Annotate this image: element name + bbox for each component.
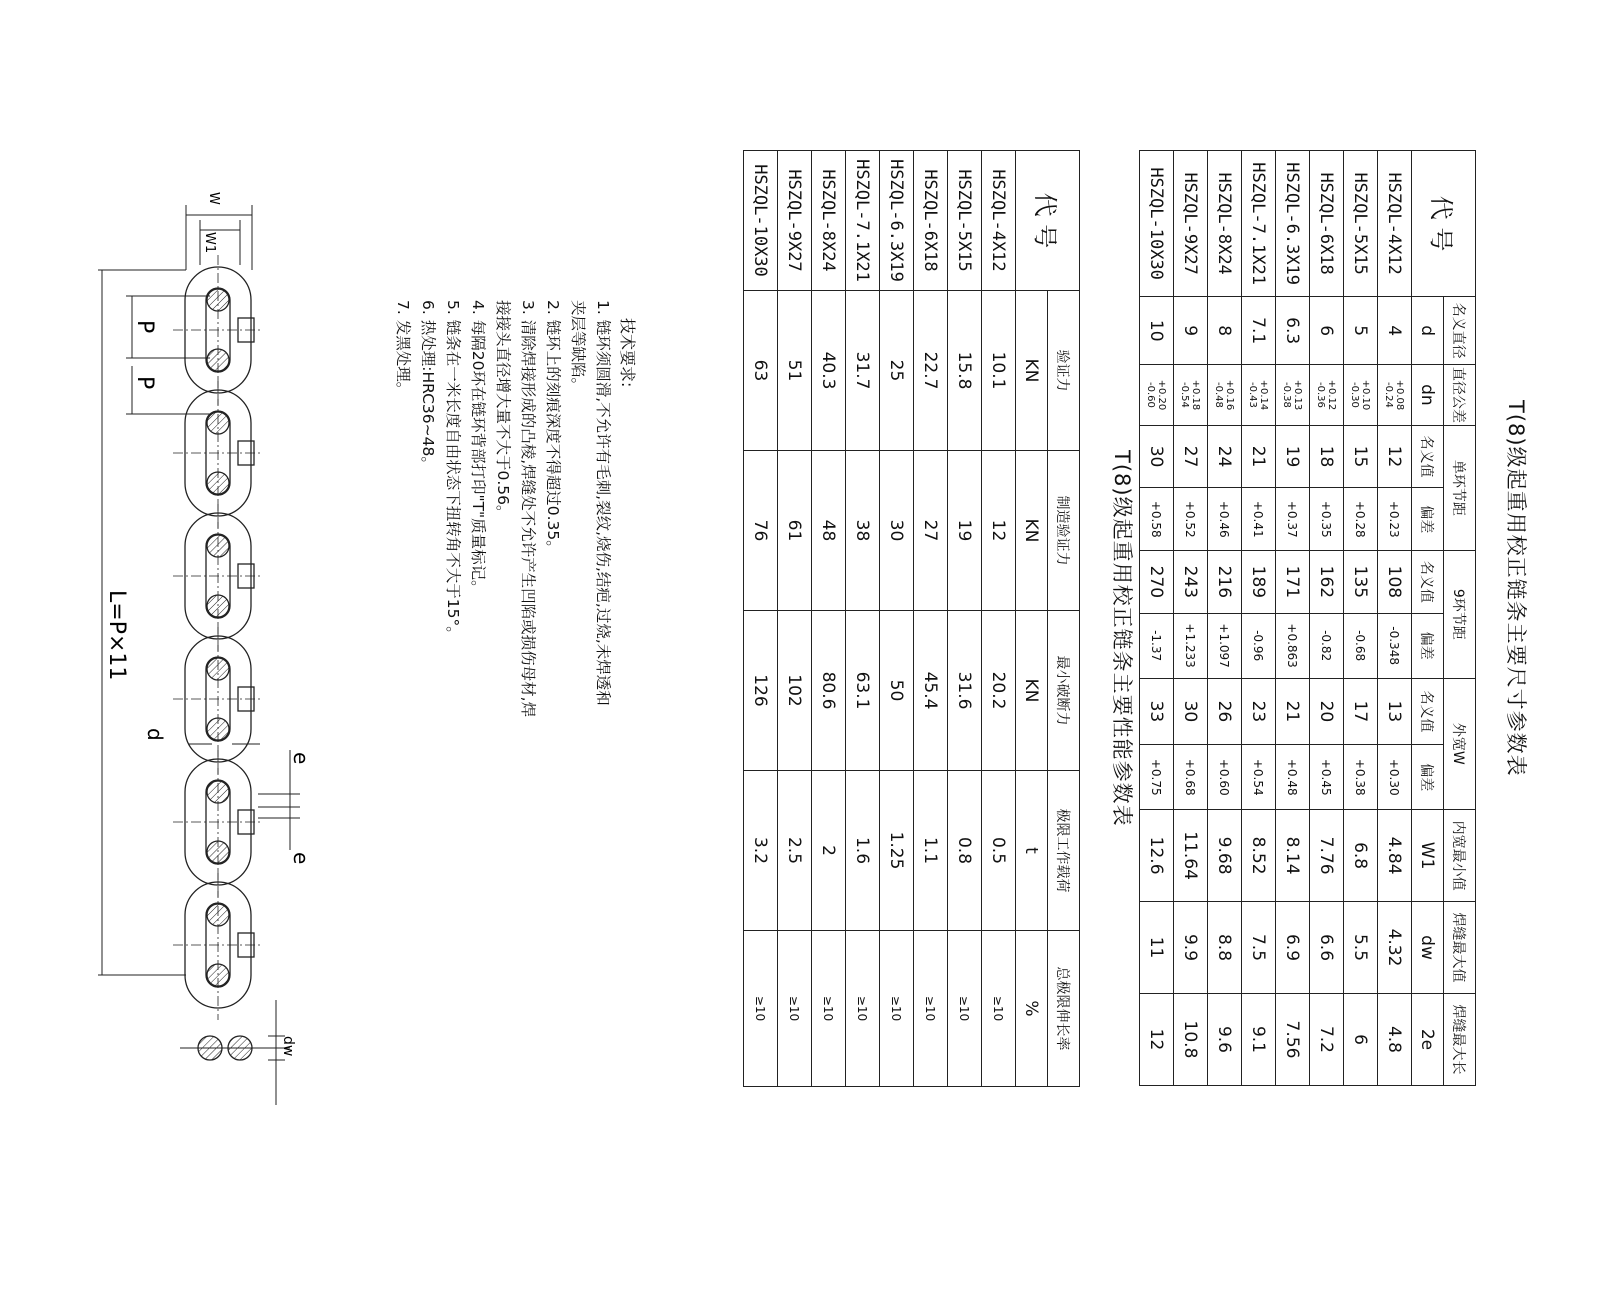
header-inner-width-min: 内宽最小值 (1444, 810, 1476, 902)
working-load-limit-cell: 2 (812, 771, 846, 931)
unit-t: t (1016, 771, 1048, 931)
total-elongation-cell: ≥10 (812, 931, 846, 1087)
unit-kn: KN (1016, 611, 1048, 771)
tech-lines (390, 300, 615, 717)
subheader-nominal: 名义值 (1412, 425, 1444, 488)
tol-lower: -0.38 (1281, 381, 1293, 408)
nominal-dia-cell: 6 (1310, 297, 1344, 365)
tech-line: 6. 热处理:HRC36~48。 (419, 300, 437, 472)
symbol-2e: 2e (1412, 993, 1444, 1085)
weld-len-max-cell: 7.2 (1310, 993, 1344, 1085)
nine-pitch-deviation-cell: -1.37 (1140, 613, 1174, 678)
header-nine-pitch: 9环节距 (1444, 551, 1476, 678)
label-d: d (143, 728, 167, 741)
nine-pitch-nominal-cell: 216 (1208, 551, 1242, 614)
nine-pitch-deviation-cell: -0.82 (1310, 613, 1344, 678)
outer-width-nominal-cell: 26 (1208, 678, 1242, 745)
working-load-limit-cell: 0.8 (948, 771, 982, 931)
tech-line: 1. 链环须圆滑,不允许有毛刺,裂纹,烧伤,结疤,过烧,未焊透和 (594, 300, 612, 706)
model-code-cell: HSZQL-10X30 (744, 151, 778, 291)
table-row (1208, 151, 1242, 1086)
model-code-cell: HSZQL-5X15 (1344, 151, 1378, 297)
mfg-proof-force-cell: 19 (948, 451, 982, 611)
working-load-limit-cell: 3.2 (744, 771, 778, 931)
label-dw: dw (280, 1036, 296, 1057)
performance-table-title: T(8)级起重用校正链条主要性能参数表 (1110, 450, 1134, 827)
dimension-table-title: T(8)级起重用校正链条主要尺寸参数表 (1504, 400, 1528, 777)
symbol-dn: dn (1412, 365, 1444, 426)
header-dia-tol: 直径公差 (1444, 365, 1476, 426)
pitch-nominal-cell: 19 (1276, 425, 1310, 488)
header-proof: 验证力 (1048, 291, 1080, 451)
mfg-proof-force-cell: 61 (778, 451, 812, 611)
table-row (1140, 151, 1174, 1086)
subheader-deviation: 偏差 (1412, 488, 1444, 551)
pitch-nominal-cell: 15 (1344, 425, 1378, 488)
nine-pitch-deviation-cell: -0.96 (1242, 613, 1276, 678)
total-elongation-cell: ≥10 (846, 931, 880, 1087)
table-row (1276, 151, 1310, 1086)
model-code-cell: HSZQL-6.3X19 (880, 151, 914, 291)
header-weld-dia-max: 焊缝最大值 (1444, 902, 1476, 994)
weld-dia-max-cell: 4.32 (1378, 902, 1412, 994)
inner-width-min-cell: 8.52 (1242, 810, 1276, 902)
tol-lower: -0.30 (1349, 381, 1361, 408)
weld-len-max-cell: 10.8 (1174, 993, 1208, 1085)
tol-upper: +0.12 (1326, 379, 1338, 411)
table-row (1310, 151, 1344, 1086)
table-row (948, 151, 982, 1087)
working-load-limit-cell: 1.1 (914, 771, 948, 931)
pitch-nominal-cell: 24 (1208, 425, 1242, 488)
nine-pitch-nominal-cell: 171 (1276, 551, 1310, 614)
inner-width-min-cell: 7.76 (1310, 810, 1344, 902)
tech-line: 4. 每隔20环在链环背部打印"T"质量标记。 (469, 300, 487, 596)
total-elongation-cell: ≥10 (744, 931, 778, 1087)
dia-tolerance-cell (1140, 365, 1174, 426)
table-row (1242, 151, 1276, 1086)
weld-len-max-cell: 6 (1344, 993, 1378, 1085)
mfg-proof-force-cell: 12 (982, 451, 1016, 611)
label-length: L=P×11 (104, 590, 129, 681)
outer-width-deviation-cell: +0.38 (1344, 745, 1378, 810)
min-break-force-cell: 126 (744, 611, 778, 771)
min-break-force-cell: 31.6 (948, 611, 982, 771)
dia-tolerance-cell (1174, 365, 1208, 426)
tech-requirements (380, 300, 640, 720)
nine-pitch-nominal-cell: 108 (1378, 551, 1412, 614)
outer-width-nominal-cell: 21 (1276, 678, 1310, 745)
table-row (778, 151, 812, 1087)
weld-len-max-cell: 7.56 (1276, 993, 1310, 1085)
tech-line: 3. 清除焊接形成的凸棱,焊缝处不允许产生凹陷或损伤母材,焊 (519, 300, 537, 718)
dia-tolerance-cell (1242, 365, 1276, 426)
model-code-cell: HSZQL-6X18 (1310, 151, 1344, 297)
model-code-cell: HSZQL-4X12 (1378, 151, 1412, 297)
tech-line: 夹层等缺陷。 (569, 300, 587, 394)
label-p-top: P (132, 320, 157, 334)
working-load-limit-cell: 1.6 (846, 771, 880, 931)
performance-table (743, 150, 1080, 1087)
tol-lower: -0.54 (1179, 381, 1191, 408)
outer-width-nominal-cell: 30 (1174, 678, 1208, 745)
total-elongation-cell: ≥10 (982, 931, 1016, 1087)
working-load-limit-cell: 0.5 (982, 771, 1016, 931)
tol-lower: -0.60 (1145, 381, 1157, 408)
tol-upper: +0.08 (1394, 379, 1406, 411)
pitch-deviation-cell: +0.37 (1276, 488, 1310, 551)
weld-dia-max-cell: 8.8 (1208, 902, 1242, 994)
tol-lower: -0.48 (1213, 381, 1225, 408)
label-e-bottom: e (289, 852, 313, 865)
tol-lower: -0.36 (1315, 381, 1327, 408)
header-weld-len-max: 焊缝最大长 (1444, 993, 1476, 1085)
outer-width-nominal-cell: 17 (1344, 678, 1378, 745)
model-code-cell: HSZQL-9X27 (1174, 151, 1208, 297)
inner-width-min-cell: 9.68 (1208, 810, 1242, 902)
nine-pitch-deviation-cell: +1.097 (1208, 613, 1242, 678)
chain-drawing (90, 170, 410, 1290)
symbol-w1: W1 (1412, 810, 1444, 902)
nine-pitch-nominal-cell: 162 (1310, 551, 1344, 614)
model-code-cell: HSZQL-7.1X21 (1242, 151, 1276, 297)
model-code-cell: HSZQL-8X24 (812, 151, 846, 291)
tol-upper: +0.18 (1190, 379, 1202, 411)
model-code-cell: HSZQL-9X27 (778, 151, 812, 291)
tol-upper: +0.13 (1292, 379, 1304, 411)
outer-width-nominal-cell: 13 (1378, 678, 1412, 745)
min-break-force-cell: 20.2 (982, 611, 1016, 771)
outer-width-deviation-cell: +0.30 (1378, 745, 1412, 810)
subheader-deviation: 偏差 (1412, 745, 1444, 810)
pitch-deviation-cell: +0.52 (1174, 488, 1208, 551)
table-row (812, 151, 846, 1087)
header-outer-width: 外宽W (1444, 678, 1476, 810)
table-row (1174, 151, 1208, 1086)
pitch-deviation-cell: +0.23 (1378, 488, 1412, 551)
outer-width-deviation-cell: +0.48 (1276, 745, 1310, 810)
proof-force-cell: 10.1 (982, 291, 1016, 451)
pitch-nominal-cell: 30 (1140, 425, 1174, 488)
outer-width-nominal-cell: 23 (1242, 678, 1276, 745)
total-elongation-cell: ≥10 (778, 931, 812, 1087)
header-code: 代 号 (1412, 151, 1476, 297)
nine-pitch-deviation-cell: -0.348 (1378, 613, 1412, 678)
nine-pitch-nominal-cell: 243 (1174, 551, 1208, 614)
model-code-cell: HSZQL-6.3X19 (1276, 151, 1310, 297)
inner-width-min-cell: 11.64 (1174, 810, 1208, 902)
outer-width-nominal-cell: 33 (1140, 678, 1174, 745)
table-row (982, 151, 1016, 1087)
pitch-nominal-cell: 12 (1378, 425, 1412, 488)
dia-tolerance-cell (1208, 365, 1242, 426)
nominal-dia-cell: 8 (1208, 297, 1242, 365)
proof-force-cell: 22.7 (914, 291, 948, 451)
unit-kn: KN (1016, 451, 1048, 611)
proof-force-cell: 51 (778, 291, 812, 451)
nine-pitch-deviation-cell: +1.233 (1174, 613, 1208, 678)
weld-dia-max-cell: 11 (1140, 902, 1174, 994)
dimension-table (1139, 150, 1476, 1086)
pitch-deviation-cell: +0.35 (1310, 488, 1344, 551)
tech-line: 5. 链条在一米长度自由状态下扭转角不大于15°。 (444, 300, 462, 642)
min-break-force-cell: 50 (880, 611, 914, 771)
pitch-nominal-cell: 18 (1310, 425, 1344, 488)
outer-width-deviation-cell: +0.45 (1310, 745, 1344, 810)
label-e-top: e (289, 752, 313, 765)
nominal-dia-cell: 5 (1344, 297, 1378, 365)
tol-lower: -0.24 (1383, 381, 1395, 408)
header-code: 代 号 (1016, 151, 1080, 291)
label-w: W (206, 192, 221, 205)
inner-width-min-cell: 12.6 (1140, 810, 1174, 902)
proof-force-cell: 63 (744, 291, 778, 451)
performance-table-block (744, 150, 1134, 1086)
header-mfg-proof: 制造验证力 (1048, 451, 1080, 611)
mfg-proof-force-cell: 48 (812, 451, 846, 611)
tech-line: 7. 发黑处理。 (394, 300, 412, 398)
tol-lower: -0.43 (1247, 381, 1259, 408)
min-break-force-cell: 63.1 (846, 611, 880, 771)
model-code-cell: HSZQL-8X24 (1208, 151, 1242, 297)
header-wll: 极限工作载荷 (1048, 771, 1080, 931)
weld-dia-max-cell: 9.9 (1174, 902, 1208, 994)
subheader-deviation: 偏差 (1412, 613, 1444, 678)
mfg-proof-force-cell: 76 (744, 451, 778, 611)
weld-dia-max-cell: 6.6 (1310, 902, 1344, 994)
pitch-deviation-cell: +0.58 (1140, 488, 1174, 551)
dimension-table-block (1140, 150, 1528, 1086)
proof-force-cell: 15.8 (948, 291, 982, 451)
weld-dia-max-cell: 7.5 (1242, 902, 1276, 994)
header-min-break: 最小破断力 (1048, 611, 1080, 771)
weld-len-max-cell: 9.6 (1208, 993, 1242, 1085)
outer-width-deviation-cell: +0.68 (1174, 745, 1208, 810)
pitch-deviation-cell: +0.41 (1242, 488, 1276, 551)
tol-upper: +0.20 (1156, 379, 1168, 411)
table-row (744, 151, 778, 1087)
header-elongation: 总极限伸长率 (1048, 931, 1080, 1087)
dia-tolerance-cell (1344, 365, 1378, 426)
symbol-d: d (1412, 297, 1444, 365)
header-nominal-dia: 名义直径 (1444, 297, 1476, 365)
weld-len-max-cell: 9.1 (1242, 993, 1276, 1085)
inner-width-min-cell: 4.84 (1378, 810, 1412, 902)
pitch-nominal-cell: 27 (1174, 425, 1208, 488)
header-single-pitch: 单环节距 (1444, 425, 1476, 550)
symbol-dw: dw (1412, 902, 1444, 994)
weld-len-max-cell: 12 (1140, 993, 1174, 1085)
table-row (914, 151, 948, 1087)
tech-line: 2. 链环上的刻痕深度不得超过0.35。 (544, 300, 562, 556)
nine-pitch-nominal-cell: 189 (1242, 551, 1276, 614)
total-elongation-cell: ≥10 (880, 931, 914, 1087)
table-row (846, 151, 880, 1087)
tol-upper: +0.16 (1224, 379, 1236, 411)
model-code-cell: HSZQL-7.1X21 (846, 151, 880, 291)
nine-pitch-nominal-cell: 135 (1344, 551, 1378, 614)
dia-tolerance-cell (1378, 365, 1412, 426)
weld-dia-max-cell: 5.5 (1344, 902, 1378, 994)
proof-force-cell: 40.3 (812, 291, 846, 451)
tol-upper: +0.14 (1258, 379, 1270, 411)
nominal-dia-cell: 9 (1174, 297, 1208, 365)
nominal-dia-cell: 7.1 (1242, 297, 1276, 365)
label-w1: W1 (202, 232, 217, 254)
mfg-proof-force-cell: 27 (914, 451, 948, 611)
nominal-dia-cell: 10 (1140, 297, 1174, 365)
outer-width-deviation-cell: +0.75 (1140, 745, 1174, 810)
subheader-nominal: 名义值 (1412, 551, 1444, 614)
mfg-proof-force-cell: 38 (846, 451, 880, 611)
model-code-cell: HSZQL-6X18 (914, 151, 948, 291)
pitch-deviation-cell: +0.46 (1208, 488, 1242, 551)
mfg-proof-force-cell: 30 (880, 451, 914, 611)
nominal-dia-cell: 6.3 (1276, 297, 1310, 365)
tol-upper: +0.10 (1360, 379, 1372, 411)
pitch-nominal-cell: 21 (1242, 425, 1276, 488)
outer-width-nominal-cell: 20 (1310, 678, 1344, 745)
inner-width-min-cell: 8.14 (1276, 810, 1310, 902)
nine-pitch-nominal-cell: 270 (1140, 551, 1174, 614)
label-p-bottom: P (132, 376, 157, 390)
inner-width-min-cell: 6.8 (1344, 810, 1378, 902)
weld-len-max-cell: 4.8 (1378, 993, 1412, 1085)
model-code-cell: HSZQL-4X12 (982, 151, 1016, 291)
model-code-cell: HSZQL-5X15 (948, 151, 982, 291)
table-row (1378, 151, 1412, 1086)
pitch-deviation-cell: +0.28 (1344, 488, 1378, 551)
subheader-nominal: 名义值 (1412, 678, 1444, 745)
dia-tolerance-cell (1310, 365, 1344, 426)
model-code-cell: HSZQL-10X30 (1140, 151, 1174, 297)
table-row (880, 151, 914, 1087)
table-row (1344, 151, 1378, 1086)
min-break-force-cell: 45.4 (914, 611, 948, 771)
proof-force-cell: 31.7 (846, 291, 880, 451)
unit-percent: % (1016, 931, 1048, 1087)
total-elongation-cell: ≥10 (948, 931, 982, 1087)
min-break-force-cell: 102 (778, 611, 812, 771)
min-break-force-cell: 80.6 (812, 611, 846, 771)
weld-dia-max-cell: 6.9 (1276, 902, 1310, 994)
tech-title: 技术要求: (618, 318, 637, 388)
tech-line: 接接头直径增大量不大于0.56。 (494, 300, 512, 521)
dia-tolerance-cell (1276, 365, 1310, 426)
working-load-limit-cell: 2.5 (778, 771, 812, 931)
total-elongation-cell: ≥10 (914, 931, 948, 1087)
unit-kn: KN (1016, 291, 1048, 451)
nominal-dia-cell: 4 (1378, 297, 1412, 365)
outer-width-deviation-cell: +0.60 (1208, 745, 1242, 810)
outer-width-deviation-cell: +0.54 (1242, 745, 1276, 810)
working-load-limit-cell: 1.25 (880, 771, 914, 931)
nine-pitch-deviation-cell: -0.68 (1344, 613, 1378, 678)
proof-force-cell: 25 (880, 291, 914, 451)
nine-pitch-deviation-cell: +0.863 (1276, 613, 1310, 678)
